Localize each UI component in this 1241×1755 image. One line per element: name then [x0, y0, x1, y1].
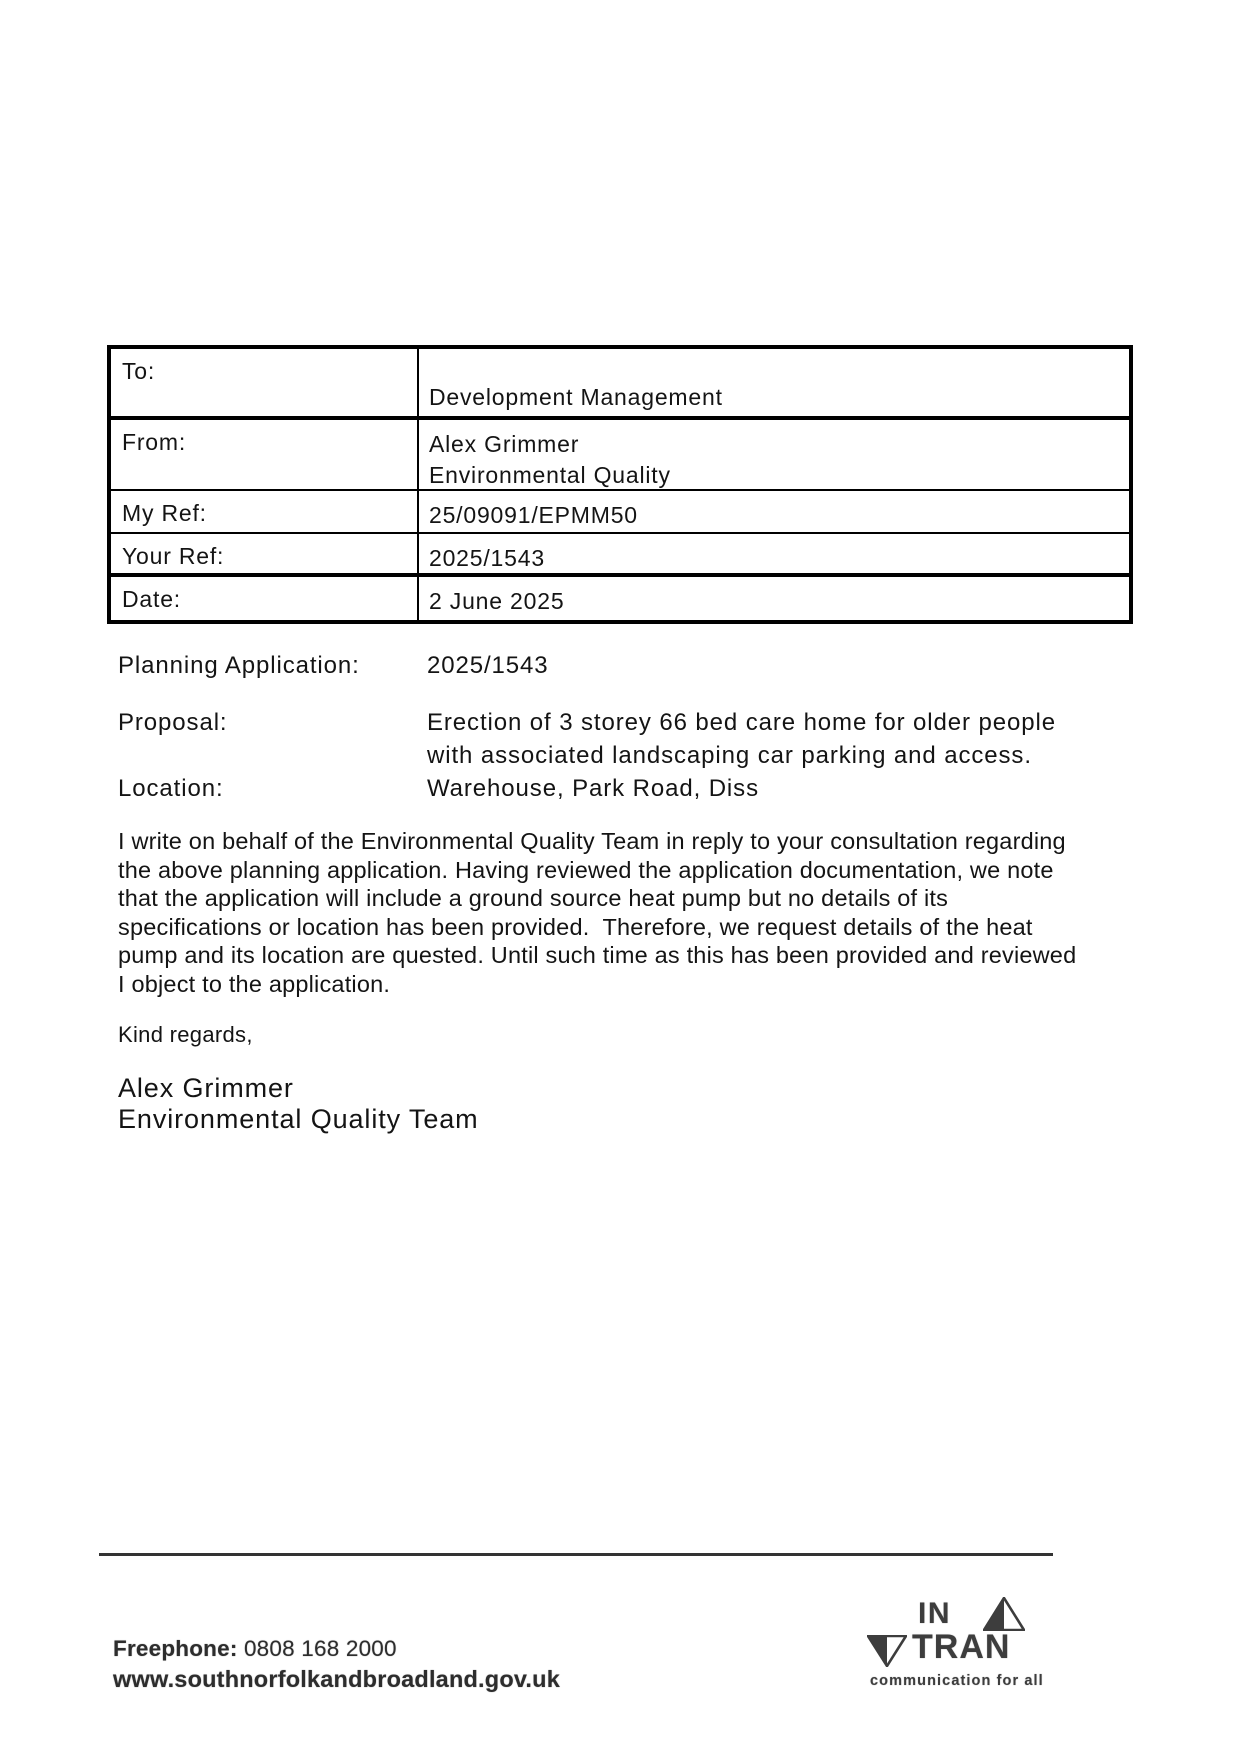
table-row-your-ref [111, 534, 1129, 577]
table-row-to [111, 349, 1129, 420]
location-row [118, 772, 1128, 805]
intran-tagline: communication for all [870, 1673, 1044, 1689]
planning-application-value: 2025/1543 [427, 652, 549, 679]
body-line: that the application will include a ground source heat pump but no details of its [118, 885, 949, 911]
body-line: pump and its location are quested. Until such time as this has been provided and reviewed [118, 942, 1077, 968]
row-value-date: 2 June 2025 [429, 588, 565, 614]
row-label-to: To: [111, 349, 419, 416]
table-row-date [111, 577, 1129, 620]
proposal-line-1: Erection of 3 storey 66 bed care home for older people [427, 709, 1056, 736]
planning-application-label: Planning Application: [118, 652, 360, 679]
row-value-your-ref: 2025/1543 [429, 545, 545, 571]
body-line: specifications or location has been provided. Therefore, we request details of the heat [118, 913, 1033, 940]
signature-name: Alex Grimmer [118, 1073, 294, 1103]
proposal-label: Proposal: [118, 709, 228, 736]
location-value: Warehouse, Park Road, Diss [427, 775, 759, 802]
website-url: www.southnorfolkandbroadland.gov.uk [113, 1666, 560, 1692]
planning-application-row [118, 649, 1128, 682]
signature-block [118, 1073, 479, 1134]
intran-logo-word-tran: TRAN [912, 1628, 1011, 1666]
proposal-row [118, 706, 1128, 772]
proposal-value [427, 706, 1128, 772]
freephone-line [113, 1634, 560, 1664]
intran-logo [858, 1595, 1058, 1695]
row-label-your-ref: Your Ref: [111, 534, 419, 573]
from-name: Alex Grimmer [429, 431, 580, 457]
row-value-to: Development Management [429, 384, 723, 410]
body-paragraph [118, 827, 1128, 998]
row-value-from [419, 420, 1129, 489]
memo-header-table [107, 345, 1133, 624]
row-label-date: Date: [111, 577, 419, 620]
location-label: Location: [118, 775, 224, 802]
row-label-from: From: [111, 420, 419, 489]
from-team: Environmental Quality [429, 462, 671, 488]
body-line: the above planning application. Having reviewed the application documentation, we note [118, 856, 1054, 883]
closing-text: Kind regards, [118, 1022, 253, 1047]
table-row-from [111, 420, 1129, 491]
freephone-number: 0808 168 2000 [243, 1636, 397, 1661]
intran-logo-word-in: IN [918, 1597, 951, 1630]
body-line: I object to the application. [118, 970, 391, 997]
planning-application-block [118, 649, 1128, 805]
table-row-my-ref [111, 491, 1129, 534]
row-value-my-ref: 25/09091/EPMM50 [429, 502, 638, 528]
body-line: I write on behalf of the Environmental Quality Team in reply to your consultation regarding [118, 828, 1066, 854]
row-label-my-ref: My Ref: [111, 491, 419, 532]
intran-down-triangle-icon [867, 1635, 907, 1672]
signature-team: Environmental Quality Team [118, 1103, 479, 1134]
footer-contact [113, 1634, 560, 1694]
proposal-line-2: with associated landscaping car parking and access. [427, 742, 1032, 769]
freephone-label: Freephone: [113, 1636, 238, 1661]
footer-divider [99, 1553, 1053, 1556]
